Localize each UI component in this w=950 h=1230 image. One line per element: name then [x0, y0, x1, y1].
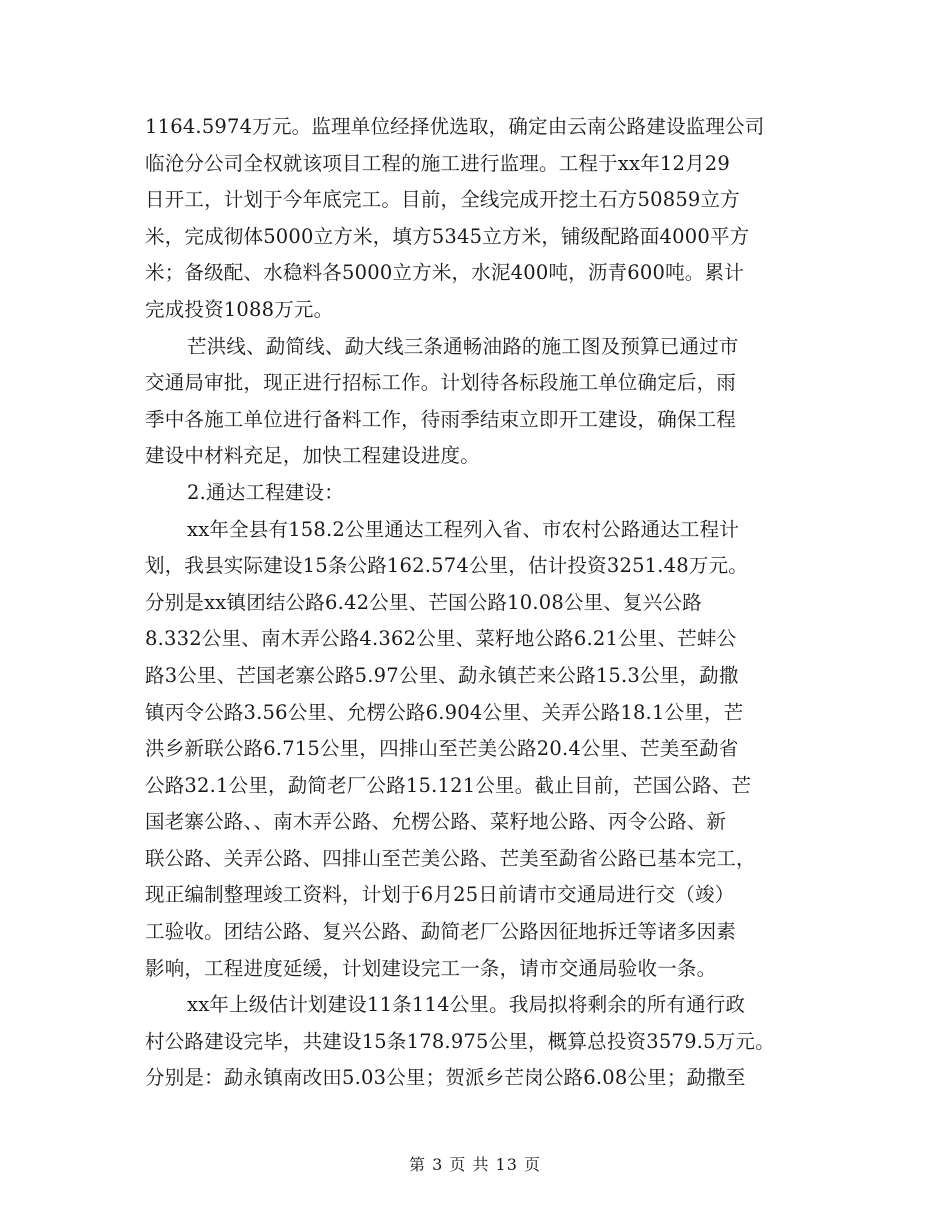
text-line: 影响，工程进度延缓，计划建设完工一条，请市交通局验收一条。	[145, 956, 717, 980]
text-line: 分别是xx镇团结公路6.42公里、芒国公路10.08公里、复兴公路	[145, 590, 702, 614]
paragraph-start-line: 芒洪线、勐简线、勐大线三条通畅油路的施工图及预算已通过市	[187, 334, 739, 358]
text-line: 完成投资1088万元。	[145, 297, 334, 321]
text-line: 建设中材料充足，加快工程建设进度。	[145, 444, 480, 468]
text-line: 镇丙令公路3.56公里、允楞公路6.904公里、关弄公路18.1公里，芒	[145, 700, 744, 724]
text-line: 米，完成彻体5000立方米，填方5345立方米，铺级配路面4000平方	[145, 224, 750, 248]
text-line: 联公路、关弄公路、四排山至芒美公路、芒美至勐省公路已基本完工，	[145, 846, 756, 870]
paragraph-start-line: xx年上级估计划建设11条114公里。我局拟将剩余的所有通行政	[187, 993, 746, 1017]
text-line: 临沧分公司全权就该项目工程的施工进行监理。工程于xx年12月29	[145, 151, 731, 175]
text-line: 交通局审批，现正进行招标工作。计划待各标段施工单位确定后，雨	[145, 371, 737, 395]
document-body	[145, 109, 810, 1097]
text-line: 洪乡新联公路6.715公里，四排山至芒美公路20.4公里、芒美至勐省	[145, 737, 739, 761]
paragraph-start-line: xx年全县有158.2公里通达工程列入省、市农村公路通达工程计	[187, 517, 740, 541]
text-line: 工验收。团结公路、复兴公路、勐简老厂公路因征地拆迁等诸多因素	[145, 920, 737, 944]
text-line: 1164.5974万元。监理单位经择优选取，确定由云南公路建设监理公司	[145, 115, 765, 138]
text-line: 村公路建设完毕，共建设15条178.975公里，概算总投资3579.5万元。	[145, 1029, 775, 1053]
page-footer: 第 3 页 共 13 页	[409, 1155, 541, 1174]
text-line: 公路32.1公里，勐简老厂公路15.121公里。截止目前，芒国公路、芒	[145, 773, 752, 797]
text-line: 国老寨公路、、南木弄公路、允楞公路、菜籽地公路、丙令公路、新	[145, 810, 727, 834]
text-line: 米；备级配、水稳料各5000立方米，水泥400吨，沥青600吨。累计	[145, 261, 744, 285]
text-line: 8.332公里、南木弄公路4.362公里、菜籽地公路6.21公里、芒蚌公	[145, 627, 737, 651]
text-line: 分别是：勐永镇南改田5.03公里；贺派乡芒岗公路6.08公里；勐撒至	[145, 1066, 746, 1090]
paragraph-start-line: 2.通达工程建设：	[187, 480, 344, 504]
text-line: 现正编制整理竣工资料，计划于6月25日前请市交通局进行交（竣）	[145, 883, 735, 907]
text-line: 划，我县实际建设15条公路162.574公里，估计投资3251.48万元。	[145, 554, 748, 578]
text-line: 路3公里、芒国老寨公路5.97公里、勐永镇芒来公路15.3公里，勐撒	[145, 663, 739, 687]
text-line: 日开工，计划于今年底完工。目前，全线完成开挖土石方50859立方	[145, 188, 740, 212]
text-line: 季中各施工单位进行备料工作，待雨季结束立即开工建设，确保工程	[145, 407, 737, 431]
